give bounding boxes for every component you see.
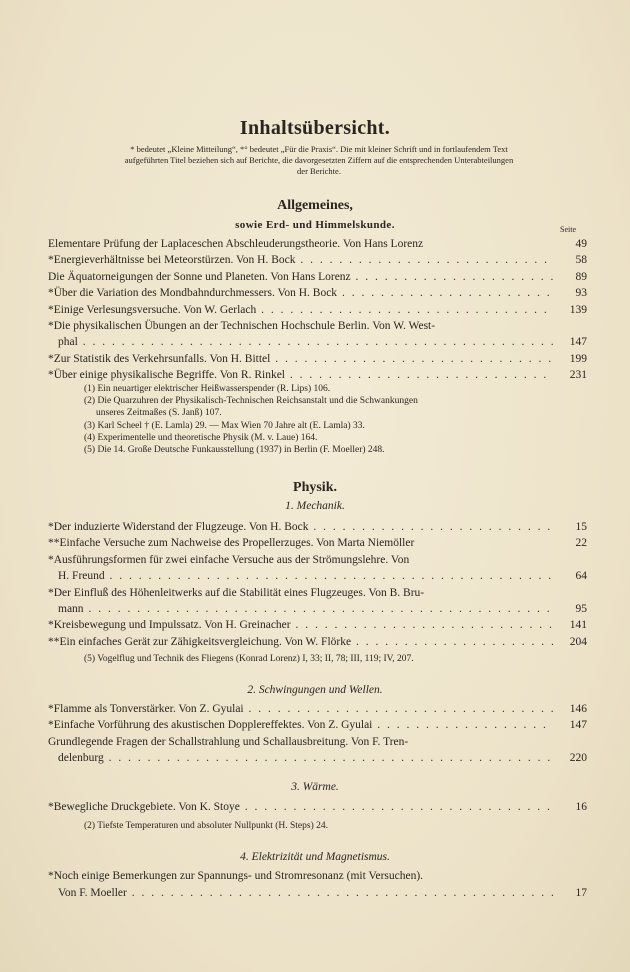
toc-entry [48, 270, 587, 284]
report-note: (4) Experimentelle und theoretische Physik (M. v. Laue) 164. [84, 432, 318, 443]
report-note: (1) Ein neuartiger elektrischer Heißwasserspender (R. Lips) 106. [84, 384, 331, 394]
toc-entry-title: *Bewegliche Druckgebiete. Von K. Stoye . . . [48, 800, 553, 814]
toc-entry-title: *Flamme als Tonverstärker. Von Z. Gyulai . . . [48, 702, 553, 716]
toc-entry-page: 147 [569, 719, 587, 732]
toc-entry [48, 303, 587, 317]
toc-entry [48, 520, 587, 534]
toc-entry-title: phal . . . [58, 335, 553, 349]
toc-entry-page: 15 [575, 521, 587, 533]
toc-entry [48, 718, 587, 732]
toc-entry [48, 869, 587, 883]
legend-note-line: * bedeutet „Kleine Mitteilung“, *° bedeutet „Für die Praxis“. Die mit kleiner Schrift und in fortlaufendem Text [130, 144, 508, 154]
section-heading-allgemeines: Allgemeines, [277, 198, 353, 213]
section-subheading-erdkunde: sowie Erd- und Himmelskunde. [235, 219, 395, 231]
toc-entry-title: delenburg . . . [58, 751, 553, 765]
toc-entry [48, 800, 587, 814]
legend-note [44, 144, 594, 177]
toc-entry-page: 89 [575, 270, 587, 283]
toc-entry-title: Elementare Prüfung der Laplaceschen Abschleuderungstheorie. Von Hans Lorenz [48, 238, 424, 250]
legend-note-line: aufgeführten Titel beziehen sich auf Berichte, die davorgesetzten Ziffern auf die entsprechenden Unterabteilungen [124, 155, 514, 165]
subsection-heading-waerme: 3. Wärme. [291, 781, 339, 793]
toc-entry [58, 751, 587, 765]
toc-entry-page: 204 [569, 635, 587, 648]
toc-entry [48, 618, 587, 632]
toc-entry-page: 93 [575, 287, 587, 300]
toc-entry [48, 368, 587, 382]
subsection-heading-elektrizitaet: 4. Elektrizität und Magnetismus. [240, 851, 390, 863]
toc-entry [48, 253, 587, 267]
toc-entry [48, 553, 587, 567]
toc-entry [48, 702, 587, 716]
toc-entry [58, 602, 587, 616]
toc-entry-page: 95 [575, 603, 587, 615]
toc-entry-title: mann . . . [58, 602, 553, 616]
report-note: (5) Die 14. Große Deutsche Funkausstellung (1937) in Berlin (F. Moeller) 248. [84, 445, 385, 455]
subsection-heading-schwingungen: 2. Schwingungen und Wellen. [247, 684, 383, 696]
toc-entry-title: **Ein einfaches Gerät zur Zähigkeitsvergleichung. Von W. Flörke . . . [48, 635, 553, 649]
toc-entry-title: **Einfache Versuche zum Nachweise des Propellerzuges. Von Marta Niemöller [48, 537, 415, 550]
toc-entry [48, 586, 587, 600]
toc-entry-title: Die Äquatorneigungen der Sonne und Planeten. Von Hans Lorenz . . . [48, 270, 553, 284]
toc-entry-page: 146 [569, 703, 587, 715]
toc-entry-page: 199 [569, 352, 587, 365]
toc-entry-title: *Der Einfluß des Höhenleitwerks auf die Stabilität eines Flugzeuges. Von B. Bru- [48, 586, 425, 599]
toc-entry-page: 220 [569, 752, 587, 765]
report-note: unseres Zeitmaßes (S. Janß) 107. [96, 408, 222, 419]
toc-entry-title: *Energieverhältnisse bei Meteorstürzen. Von H. Bock . . . [48, 253, 553, 267]
toc-entry-title: *Der induzierte Widerstand der Flugzeuge. Von H. Bock . . . [48, 520, 553, 534]
toc-entry-page: 147 [569, 336, 587, 349]
toc-entry-title: Von F. Moeller . . . [58, 886, 553, 900]
toc-entry [48, 286, 587, 300]
toc-entry-title: *Einfache Vorführung des akustischen Dopplereffektes. Von Z. Gyulai . . . [48, 718, 553, 732]
toc-entry-title: H. Freund . . . [58, 569, 553, 583]
toc-entry-title: *Ausführungsformen für zwei einfache Versuche aus der Strömungslehre. Von [48, 553, 410, 566]
report-note: (2) Die Quarzuhren der Physikalisch-Technischen Reichsanstalt und die Schwankungen [84, 396, 418, 407]
toc-entry [48, 635, 587, 649]
toc-entry-title: *Über die Variation des Mondbahndurchmessers. Von H. Bock . . . [48, 286, 553, 300]
toc-entry-title: *Einige Verlesungsversuche. Von W. Gerlach . . . [48, 303, 553, 317]
toc-entry [48, 735, 587, 749]
toc-entry-page: 58 [575, 254, 587, 267]
section-heading-physik: Physik. [293, 480, 337, 495]
toc-entry [58, 335, 587, 349]
page-title: Inhaltsübersicht. [239, 117, 391, 139]
report-note: (2) Tiefste Temperaturen und absoluter Nullpunkt (H. Steps) 24. [84, 821, 329, 831]
toc-entry-page: 139 [569, 303, 587, 316]
toc-entry [48, 352, 587, 366]
toc-entry [48, 536, 587, 550]
report-note: (3) Karl Scheel † (E. Lamla) 29. — Max Wien 70 Jahre alt (E. Lamla) 33. [84, 420, 365, 431]
toc-entry-page: 231 [569, 369, 587, 382]
subsection-heading-mechanik: 1. Mechanik. [285, 500, 345, 512]
toc-entry-page: 64 [575, 570, 587, 583]
toc-entry-page: 22 [575, 537, 587, 550]
report-note: (5) Vogelflug und Technik des Fliegens (Konrad Lorenz) I, 33; II, 78; III, 119; IV, 207. [84, 654, 414, 664]
toc-entry [58, 886, 587, 900]
toc-entry-title: *Die physikalischen Übungen an der Technischen Hochschule Berlin. Von W. West- [48, 320, 436, 332]
toc-entry [58, 569, 587, 583]
page-column-label: Seite [560, 225, 576, 234]
toc-entry-page: 17 [575, 887, 587, 899]
toc-entry-title: *Noch einige Bemerkungen zur Spannungs- und Stromresonanz (mit Versuchen). [48, 870, 424, 882]
toc-entry [48, 319, 587, 333]
toc-entry-page: 16 [575, 801, 587, 813]
toc-entry [48, 237, 587, 251]
toc-entry-page: 141 [569, 619, 587, 632]
legend-note-line: der Berichte. [297, 166, 341, 176]
toc-entry-title: Grundlegende Fragen der Schallstrahlung und Schallausbreitung. Von F. Tren- [48, 735, 409, 748]
toc-entry-title: *Zur Statistik des Verkehrsunfalls. Von H. Bittel . . . [48, 352, 553, 366]
toc-entry-title: *Über einige physikalische Begriffe. Von R. Rinkel . . . [48, 368, 553, 382]
toc-entry-title: *Kreisbewegung und Impulssatz. Von H. Greinacher . . . [48, 618, 553, 632]
toc-entry-page: 49 [575, 238, 587, 250]
